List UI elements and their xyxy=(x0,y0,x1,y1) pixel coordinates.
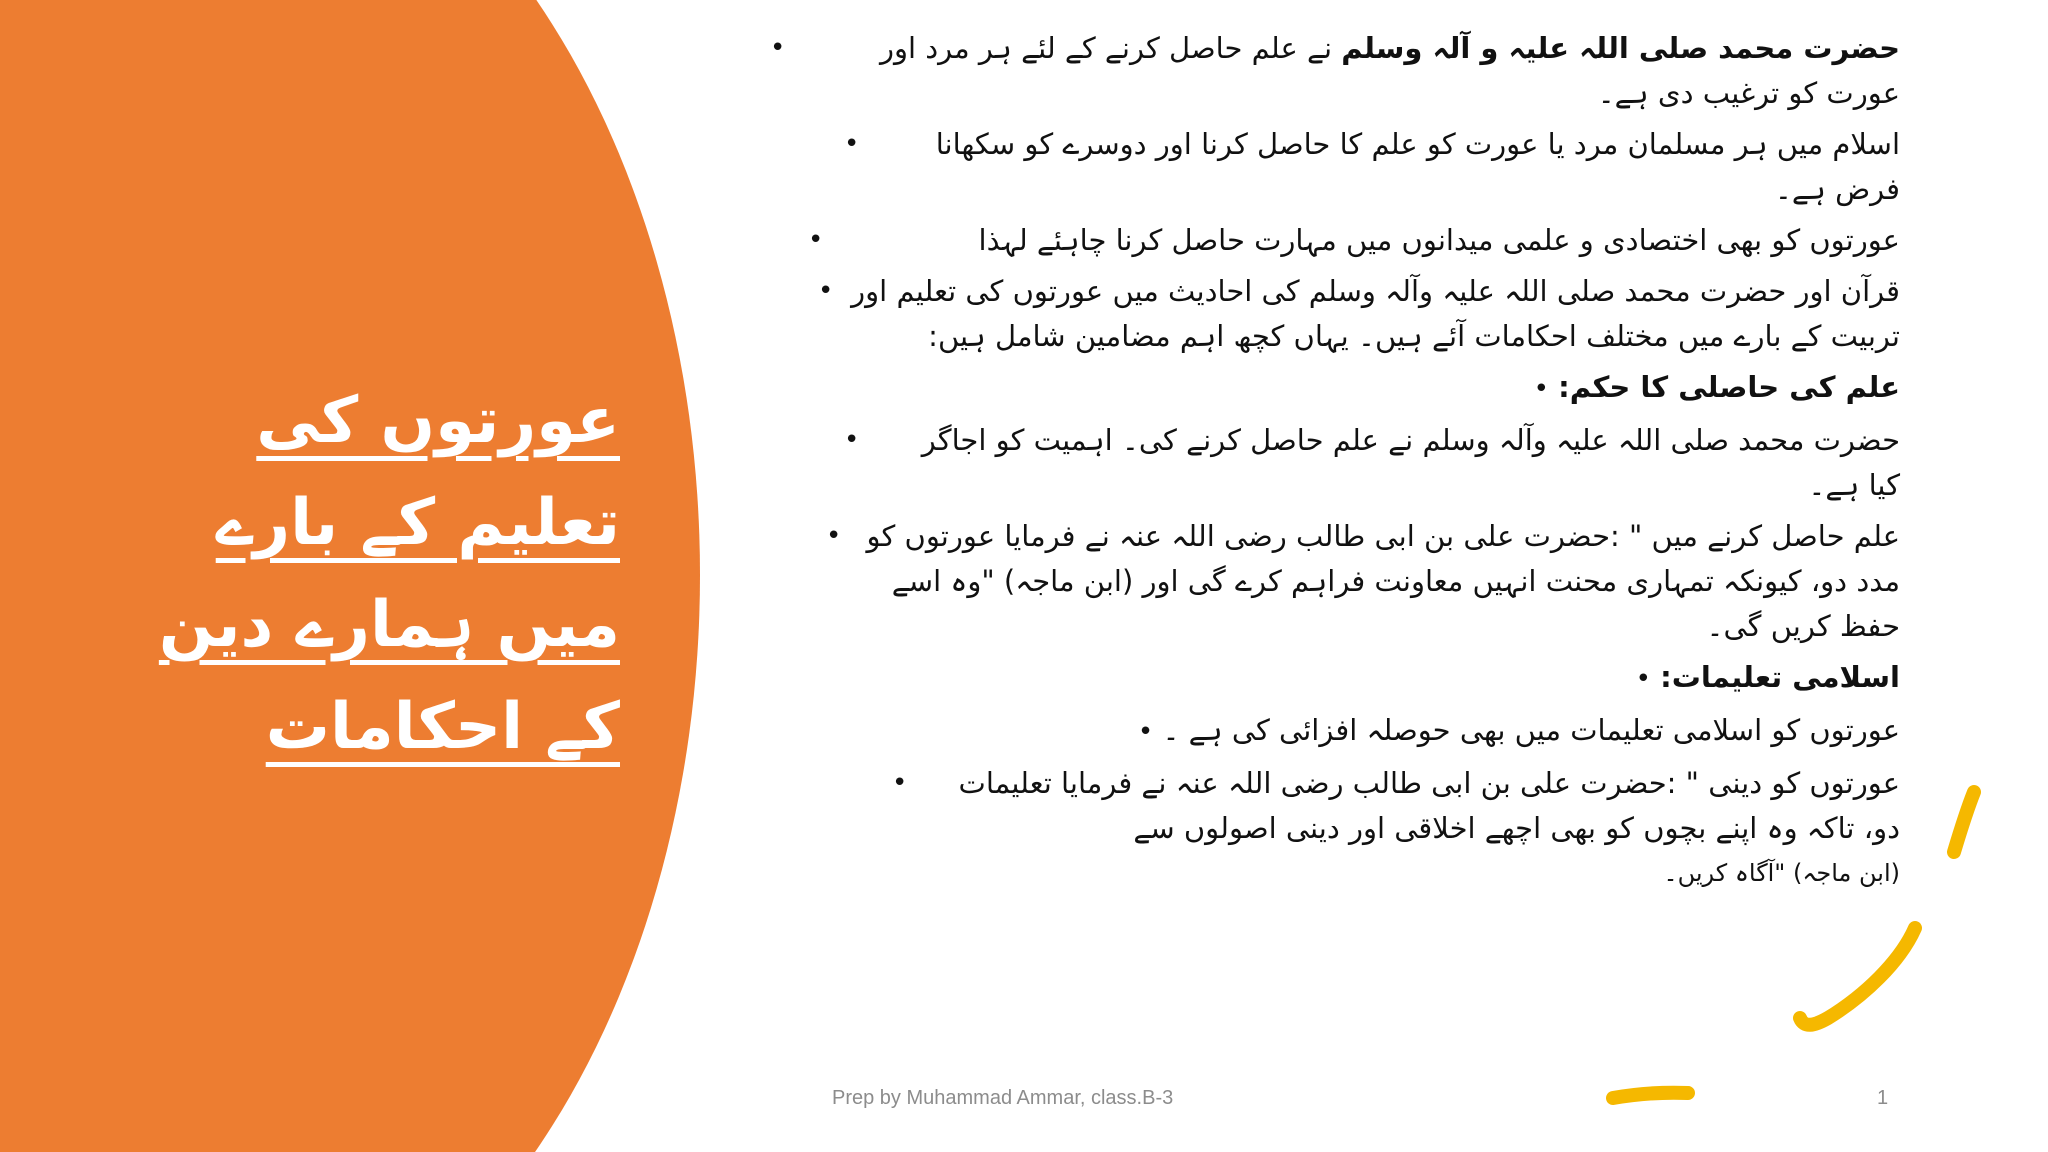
title-line-3: میں ہمارے دین xyxy=(158,588,620,662)
list-item xyxy=(780,708,1900,755)
bullet-icon: • xyxy=(892,768,908,798)
title-line-4: کے احکامات xyxy=(265,690,620,764)
bullet-icon: • xyxy=(1137,717,1154,747)
item-text: قرآن اور حضرت محمد صلی اللہ علیہ وآلہ وسلم کی احادیث میں عورتوں کی تعلیم اور تربیت کے بارے میں مختلف احکامات آئے ہیں۔ یہاں کچھ اہم مضامین شامل ہیں: xyxy=(851,274,1900,353)
ink-stroke xyxy=(1954,792,1974,852)
item-text: عورتوں کو بھی اختصادی و علمی میدانوں میں مہارت حاصل کرنا چاہئے لہذا xyxy=(978,223,1900,257)
bullet-icon: • xyxy=(770,33,786,63)
section-heading: اسلامی تعلیمات: xyxy=(1660,660,1900,694)
title-line-2: تعلیم کے بارے xyxy=(215,486,620,560)
bullet-icon: • xyxy=(1635,664,1651,694)
title-line-1: عورتوں کی xyxy=(256,384,620,458)
list-item xyxy=(780,418,1900,508)
list-item xyxy=(770,26,1900,116)
list-item xyxy=(780,269,1900,359)
list-item xyxy=(780,514,1900,649)
footer-author: Prep by Muhammad Ammar, class.B-3 xyxy=(832,1087,1174,1109)
bullet-icon: • xyxy=(818,276,834,306)
list-item xyxy=(780,365,1900,412)
bullet-icon: • xyxy=(844,425,860,455)
list-item xyxy=(780,761,1900,896)
item-text: عورتوں کو دینی " :حضرت علی بن ابی طالب رضی اللہ عنہ نے فرمایا تعلیمات دو، تاکہ وہ اپنے بچوں کو بھی اچھے اخلاقی اور دینی اصولوں سے xyxy=(958,766,1900,845)
page-number: 1 xyxy=(1877,1087,1889,1109)
ink-stroke xyxy=(1800,928,1915,1025)
list-item xyxy=(780,218,1900,263)
bold-phrase: حضرت محمد صلی اللہ علیہ و آلہ وسلم xyxy=(1341,31,1900,65)
item-text: نے علم حاصل کرنے کے لئے ہر مرد اور عورت کو ترغیب دی ہے۔ xyxy=(879,31,1900,110)
item-text: عورتوں کو اسلامی تعلیمات میں بھی حوصلہ افزائی کی ہے ۔ xyxy=(1162,713,1900,747)
bullet-icon: • xyxy=(808,225,824,255)
bullet-icon: • xyxy=(826,521,842,551)
slide-title xyxy=(110,370,620,778)
list-item xyxy=(780,122,1900,212)
ink-stroke xyxy=(1613,1093,1688,1098)
list-item xyxy=(780,655,1900,702)
section-heading: علم کی حاصلی کا حکم: xyxy=(1558,370,1900,404)
bullet-list xyxy=(770,26,1900,902)
citation-text: (ابن ماجہ) "آگاہ کریں۔ xyxy=(1663,859,1900,887)
bullet-icon: • xyxy=(844,129,860,159)
item-text: علم حاصل کرنے میں " :حضرت علی بن ابی طالب رضی اللہ عنہ نے فرمایا عورتوں کو مدد دو، کیونکہ تمہاری محنت انہیں معاونت فراہم کرے گی اور (ابن ماجہ) "وہ اسے حفظ کریں گی۔ xyxy=(866,519,1900,643)
item-text: اسلام میں ہر مسلمان مرد یا عورت کو علم کا حاصل کرنا اور دوسرے کو سکھانا فرض ہے۔ xyxy=(935,127,1900,206)
bullet-icon: • xyxy=(1533,374,1549,404)
item-text: حضرت محمد صلی اللہ علیہ وآلہ وسلم نے علم حاصل کرنے کی۔ اہمیت کو اجاگر کیا ہے۔ xyxy=(921,423,1900,502)
